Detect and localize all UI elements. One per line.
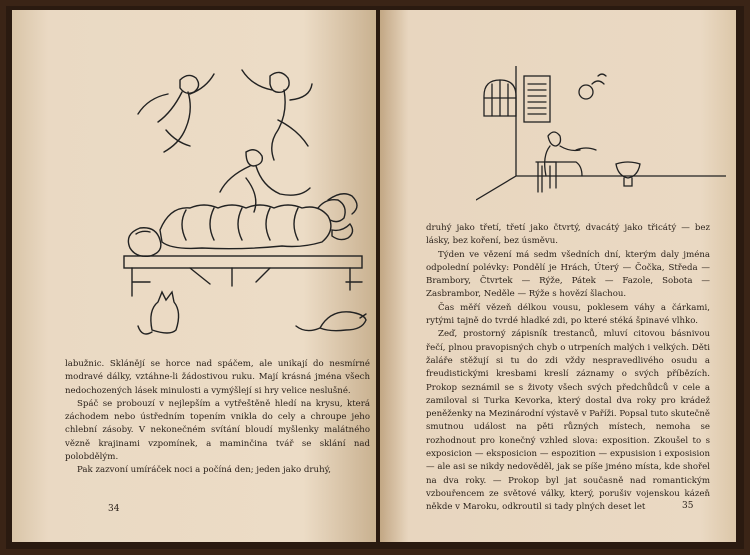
paragraph: Týden ve vězení má sedm všedních dní, kterým daly jména odpolední polévky: Pondělí je Hrách, Úterý — Čočka, Středa — Brambory, Čtvrtek — Rýže, Pátek — Fazole, Sobota — Zasbrambor, Neděle — Rýže s hovězí šlachou. bbox=[426, 249, 710, 300]
prison-cell-illustration bbox=[476, 66, 726, 206]
paragraph: Spáč se probouzí v nejlepším a vytřeštěně hledí na krysu, která záchodem nebo ústředním topením vnikla do cely a chroupe jeho chlební zásoby. V nekonečném svítání bloudí myšlenky malátného vězně krajinami vzpomínek, a maminčina tvář se sklání nad polobdělým. bbox=[65, 398, 370, 463]
paragraph: Pak zazvoní umíráček noci a počíná den; jeden jako druhý, bbox=[77, 465, 332, 476]
paragraph: Čas měří vězeň délkou vousu, poklesem váhy a čárkami, rytými tajně do tvrdé hladké zdi, po které stéká špinavé vlhko. bbox=[426, 302, 710, 327]
paragraph: Zeď, prostorný zápisník trestanců, mluví citovou básnivou řečí, plnou pravopisných chyb o utrpeních malých i velkých. Děti žaláře stěžují si tu do zdi vždy nespravedlivého osudu a freudistickými kresbami kreslí záznamy o svých příbězích. Prokop seznámil se s životy všech svých předchůdců v cele a zamiloval si Turka Kevorka, který dostal dva roky pro krádež peněženky na Mezinárodní výstavě v Paříži. Popsal tuto skutečně smutnou událost na pěti různých místech, nemoha se rozhodnout pro konečný vzhled slova: exposition. Zkoušel to s exposicion — eksposicion — espozition — expusision i exposision — ale asi se nikdy nedověděl, jak se píše jméno místa, kde shořel na dva roky. — Prokop byl jat současně nad romantickým vzbouřencem ze světové války, který, porušiv vojenskou kázeň někde v Maroku, odkroutil si tady plných deset let bbox=[426, 329, 710, 513]
left-body-text bbox=[65, 358, 370, 478]
page-number: 34 bbox=[108, 504, 120, 514]
page-number: 35 bbox=[682, 501, 694, 511]
right-page bbox=[380, 10, 736, 542]
sleeper-illustration bbox=[70, 60, 370, 350]
left-page bbox=[12, 10, 376, 542]
paragraph: druhý jako třetí, třetí jako čtvrtý, dvacátý jako třicátý — bez lásky, bez koření, bez úsměvu. bbox=[426, 223, 710, 247]
paragraph: labužnic. Sklánějí se horce nad spáčem, ale unikají do nesmírné modravé dálky, vztáhne-li žádostivou ruku. Mají krásná jména všech nedochozených lásek minulosti a vymýšlejí si hry velice neslušné. bbox=[65, 359, 370, 396]
open-book bbox=[6, 6, 744, 549]
right-body-text bbox=[426, 222, 710, 515]
